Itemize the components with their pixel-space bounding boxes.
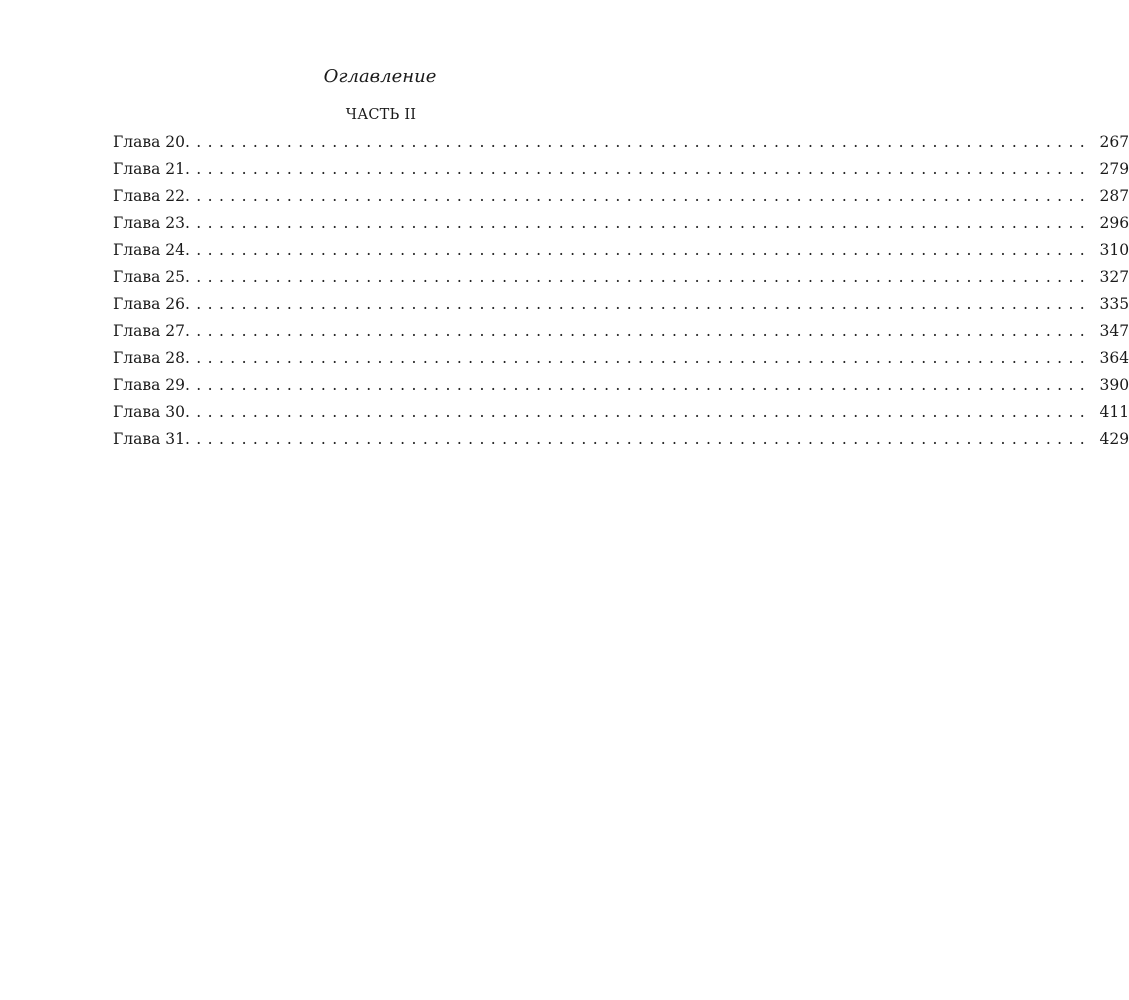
toc-chapter-label: Глава 31 — [113, 430, 185, 448]
toc-chapter-label: Глава 20 — [113, 133, 185, 151]
toc-list — [113, 129, 1129, 453]
toc-entry[interactable] — [113, 399, 1129, 426]
toc-chapter-label: Глава 30 — [113, 403, 185, 421]
dot-leader: ................................................................................ — [184, 349, 1092, 367]
toc-entry[interactable] — [113, 318, 1129, 345]
toc-entry[interactable] — [113, 372, 1129, 399]
dot-leader: ................................................................................ — [184, 403, 1092, 421]
dot-leader: ................................................................................ — [184, 187, 1092, 205]
dot-leader: ................................................................................ — [184, 133, 1092, 151]
dot-leader: ................................................................................ — [184, 295, 1092, 313]
toc-chapter-label: Глава 29 — [113, 376, 185, 394]
dot-leader: ................................................................................ — [184, 214, 1092, 232]
toc-page-number: 310 — [1099, 241, 1129, 259]
toc-entry[interactable] — [113, 183, 1129, 210]
toc-entry[interactable] — [113, 210, 1129, 237]
toc-page-number: 347 — [1099, 322, 1129, 340]
toc-chapter-label: Глава 24 — [113, 241, 185, 259]
dot-leader: ................................................................................ — [184, 376, 1092, 394]
toc-entry[interactable] — [113, 291, 1129, 318]
toc-chapter-label: Глава 21 — [113, 160, 185, 178]
dot-leader: ................................................................................ — [184, 322, 1092, 340]
toc-page-number: 279 — [1099, 160, 1129, 178]
part-heading: ЧАСТЬ II — [345, 107, 417, 123]
toc-page-number: 327 — [1099, 268, 1129, 286]
dot-leader: ................................................................................ — [184, 430, 1092, 448]
toc-chapter-label: Глава 22 — [113, 187, 185, 205]
toc-page-number: 267 — [1099, 133, 1129, 151]
toc-entry[interactable] — [113, 426, 1129, 453]
toc-chapter-label: Глава 23 — [113, 214, 185, 232]
toc-page-number: 364 — [1099, 349, 1129, 367]
toc-page-number: 411 — [1099, 403, 1129, 421]
dot-leader: ................................................................................ — [184, 268, 1092, 286]
toc-chapter-label: Глава 27 — [113, 322, 185, 340]
toc-chapter-label: Глава 26 — [113, 295, 185, 313]
toc-entry[interactable] — [113, 156, 1129, 183]
toc-chapter-label: Глава 25 — [113, 268, 185, 286]
toc-entry[interactable] — [113, 264, 1129, 291]
toc-chapter-label: Глава 28 — [113, 349, 185, 367]
toc-page-number: 390 — [1099, 376, 1129, 394]
toc-page-number: 335 — [1099, 295, 1129, 313]
toc-page-number: 296 — [1099, 214, 1129, 232]
toc-entry[interactable] — [113, 237, 1129, 264]
toc-entry[interactable] — [113, 129, 1129, 156]
toc-page-number: 429 — [1099, 430, 1129, 448]
toc-entry[interactable] — [113, 345, 1129, 372]
toc-page-number: 287 — [1099, 187, 1129, 205]
toc-title: Оглавление — [323, 66, 437, 87]
dot-leader: ................................................................................ — [184, 241, 1092, 259]
dot-leader: ................................................................................ — [184, 160, 1092, 178]
